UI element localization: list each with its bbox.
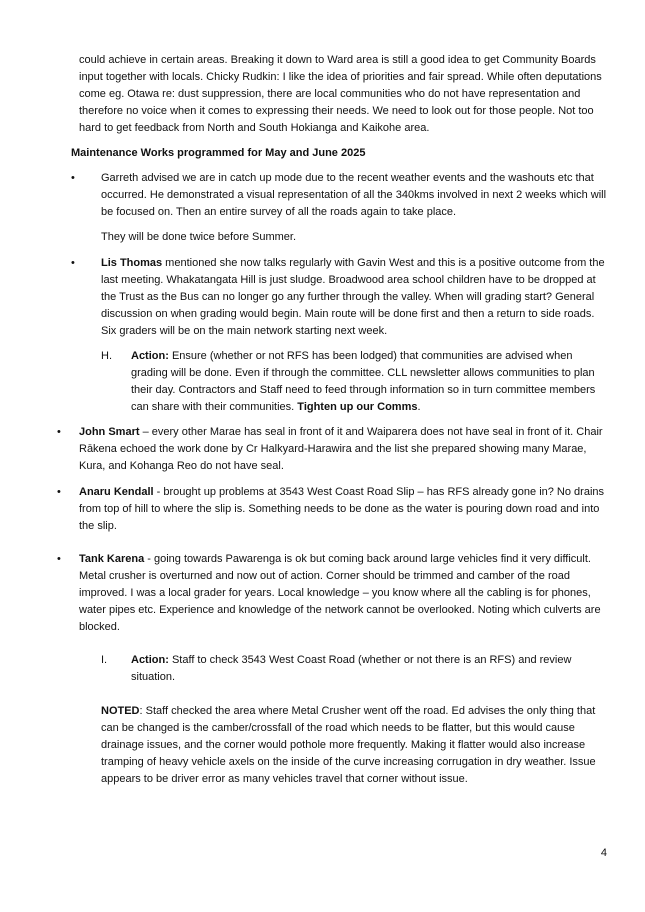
bullet-marker: •: [57, 553, 61, 565]
action-i-text: Staff to check 3543 West Coast Road (whether or not there is an RFS) and review situation.: [131, 654, 572, 683]
bullet-marker: •: [57, 486, 61, 498]
bullet-marker: •: [57, 426, 61, 438]
anaru-text: - brought up problems at 3543 West Coast Road Slip – has RFS already gone in? No drains from top of hill to where the slip is. Something needs to be done as the water is pouring down road and into the slip.: [79, 486, 605, 532]
speaker-name: Lis Thomas: [101, 257, 163, 269]
gareth-paragraph: Garreth advised we are in catch up mode due to the recent weather events and the washouts etc that occurred. He demonstrated a visual representation of all the 340kms involved in next 2 weeks which will be focused on. Then an entire survey of all the roads again to take place.: [101, 172, 607, 218]
action-i-paragraph: [131, 652, 611, 686]
speaker-name: Tank Karena: [79, 553, 145, 565]
john-text: – every other Marae has seal in front of it and Waiparera does not have seal in front of it. Chair Rākena echoed the work done by Cr Halkyard-Harawira and the list she prepared showing many Marae, Kura, and Kohanga Reo do not have seal.: [79, 426, 603, 472]
action-h-paragraph: [131, 348, 611, 416]
action-h-end: .: [417, 401, 421, 413]
speaker-name: Anaru Kendall: [79, 486, 154, 498]
bullet-marker: •: [71, 257, 75, 269]
john-paragraph: [79, 424, 611, 475]
action-label: Action:: [131, 654, 169, 666]
action-h-text: Ensure (whether or not RFS has been lodged) that communities are advised when grading will be done. Even if through the committee. CLL newsletter allows communities to plan their day. Contractors and Staff need to feed through information so in turn committee members can share with their communities.: [131, 350, 596, 413]
noted-label: NOTED: [101, 705, 140, 717]
lis-paragraph: [101, 255, 611, 340]
speaker-name: John Smart: [79, 426, 140, 438]
page-number: 4: [600, 847, 607, 859]
tank-text: - going towards Pawarenga is ok but coming back around large vehicles find it very difficult. Metal crusher is overturned and now out of action. Corner should be trimmed and camber of the road improved. I was a local grader for years. Local knowledge – you know where all the cabling is for phones, water pipes etc. Experience and knowledge of the network cannot be overlooked. Noting which culverts are blocked.: [79, 553, 601, 633]
action-h-emphasis: Tighten up our Comms: [297, 401, 418, 413]
action-marker: I.: [101, 654, 108, 666]
anaru-paragraph: [79, 484, 611, 535]
action-label: Action:: [131, 350, 169, 362]
lis-text: mentioned she now talks regularly with Gavin West and this is a positive outcome from the last meeting. Whakatangata Hill is just sludge. Broadwood area school children have to be dropped at the Trust as the Bus can no longer go any further through the valley. When will grading start? General discussion on when grading would begin. Main route will be done first and then a return to side roads. Six graders will be on the main network starting next week.: [101, 257, 605, 337]
gareth-followup: They will be done twice before Summer.: [101, 231, 297, 243]
action-marker: H.: [101, 350, 112, 362]
section-heading: Maintenance Works programmed for May and June 2025: [71, 147, 366, 159]
noted-text: : Staff checked the area where Metal Crusher went off the road. Ed advises the only thing that can be changed is the camber/crossfall of the road which needs to be flatter, but this would cause drainage issues, and the corner would pothole more frequently. Making it flatter would also increase tramping of heavy vehicle axels on the inside of the curve increasing corrugation in dry weather. Issue appears to be driver error as many vehicles travel that corner without issue.: [101, 705, 596, 785]
tank-paragraph: [79, 551, 611, 636]
noted-paragraph: [101, 703, 611, 788]
intro-paragraph: could achieve in certain areas. Breaking it down to Ward area is still a good idea to get Community Boards input together with locals. Chicky Rudkin: I like the idea of priorities and fair spread. While often deputations come eg. Otawa re: dust suppression, there are local communities who do not have representation and therefore no voice when it comes to expressing their needs. We need to look out for those people. Not too hard to get feedback from North and South Hokianga and Kaikohe area.: [79, 54, 602, 134]
bullet-marker: •: [71, 172, 75, 184]
